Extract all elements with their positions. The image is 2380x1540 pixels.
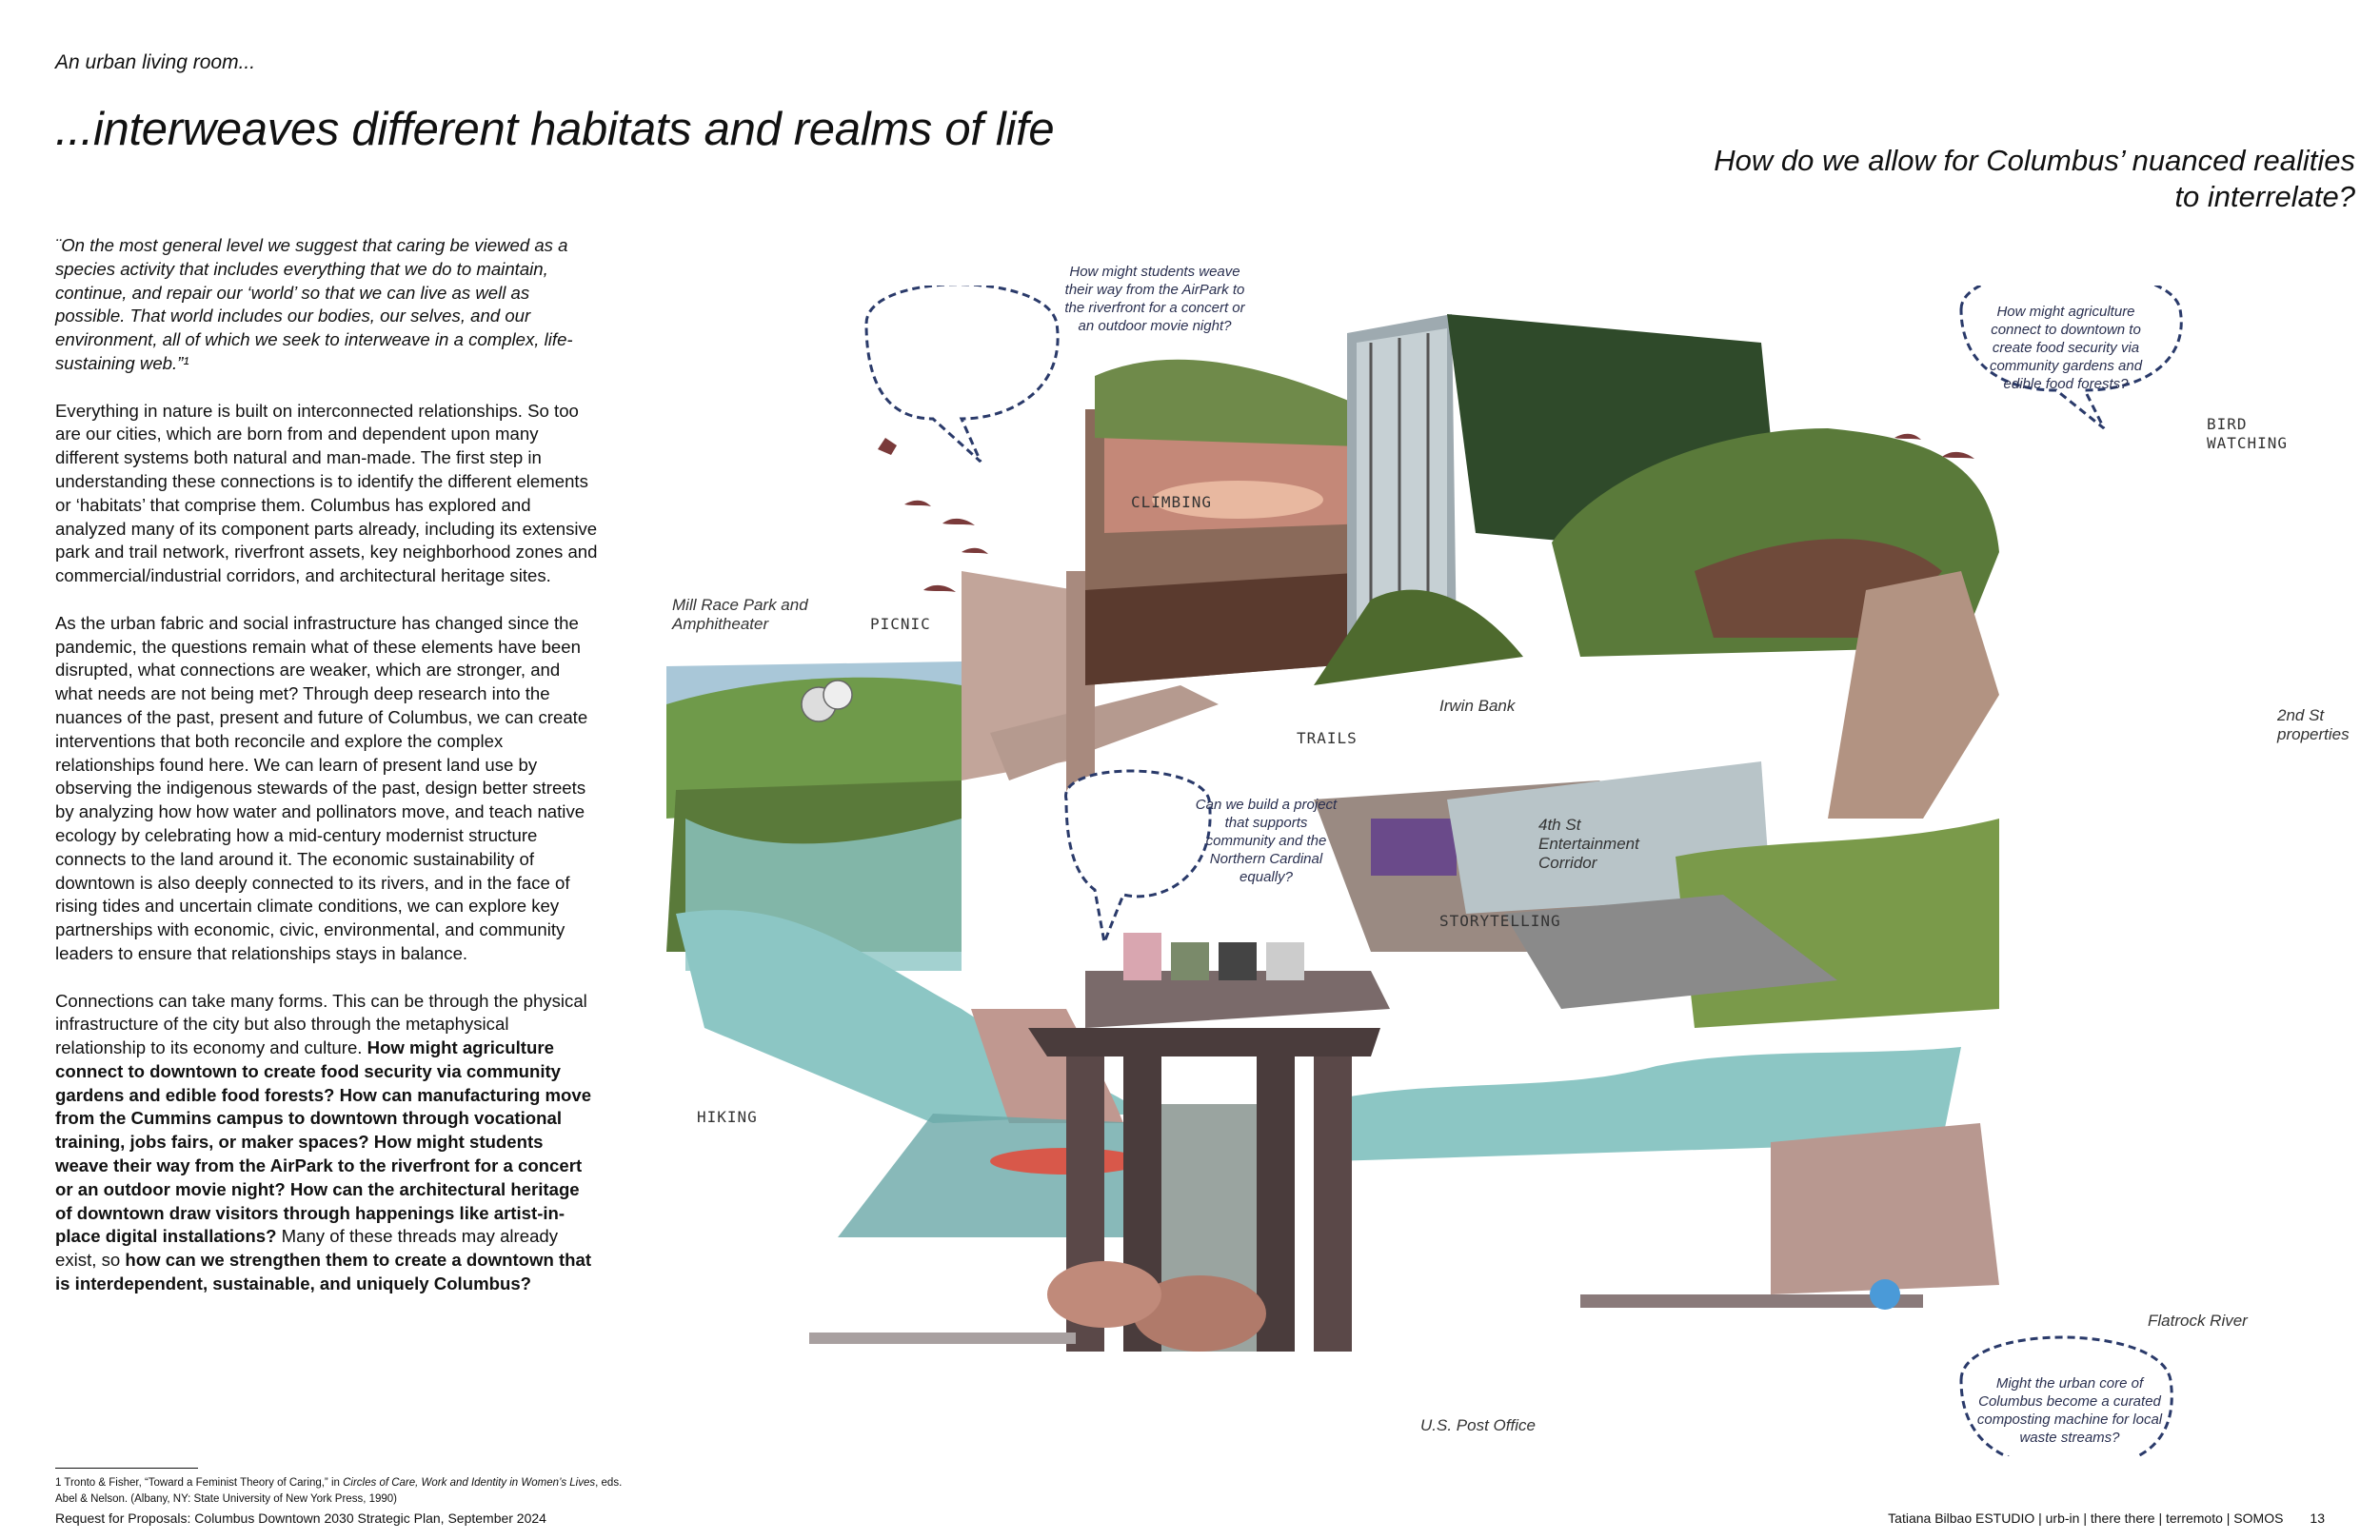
footnote bbox=[55, 1475, 626, 1508]
storytelling-platform bbox=[1085, 933, 1390, 1028]
paragraph-3-questions: How might agriculture connect to downtown to create food security via community gardens and edible food forests? How can manufacturing move from the Cummins campus to downtown through vocational training, jobs fairs, or maker spaces? How might students weave their way from the AirPark to the riverfront for a concert or an outdoor movie night? How can the architectural heritage of downtown draw visitors through happenings like artist-in-place digital installations? bbox=[55, 1037, 592, 1247]
paragraph-3-mid: Many of these threads may already exist, so bbox=[55, 1226, 559, 1271]
footnote-suffix: , eds. Abel & Nelson. (Albany, NY: State University of New York Press, 1990) bbox=[55, 1477, 623, 1505]
footer-left: Request for Proposals: Columbus Downtown 2030 Strategic Plan, September 2024 bbox=[55, 1510, 546, 1526]
body-text bbox=[55, 234, 598, 1320]
hand-label-bird: BIRD bbox=[2207, 415, 2248, 433]
paragraph-1: Everything in nature is built on interconnected relationships. So too are our cities, which are born from and dependent upon many different systems both natural and man-made. The first step in understanding these connections is to identify the different elements or ‘habitats’ that comprise them. Columbus has explored and analyzed many of its component parts already, including its extensive park and trail network, riverfront assets, key neighborhood zones and commercial/industrial corridors, and architectural heritage sites. bbox=[55, 400, 598, 586]
footnote-book-title: Circles of Care, Work and Identity in Women’s Lives bbox=[343, 1477, 596, 1489]
bubble-agriculture: How might agriculture connect to downtown to create food security via community gardens and edible food forests? bbox=[1989, 304, 2143, 392]
footnote-prefix: 1 Tronto & Fisher, “Toward a Feminist Theory of Caring,” in bbox=[55, 1477, 344, 1489]
footnote-rule bbox=[55, 1468, 198, 1469]
hand-label-climbing: CLIMBING bbox=[1131, 493, 1213, 511]
footer-partners: ESTUDIO | urb-in | there there | terremoto | SOMOS bbox=[1972, 1510, 2284, 1526]
label-flatrock-river: Flatrock River bbox=[2148, 1312, 2248, 1330]
interior-scene bbox=[1085, 360, 1390, 685]
label-mill-race-park: Mill Race Park and Amphitheater bbox=[672, 596, 808, 633]
bubble-composting: Might the urban core of Columbus become a curated composting machine for local waste streams? bbox=[1976, 1375, 2163, 1446]
paragraph-2: As the urban fabric and social infrastructure has changed since the pandemic, the questions remain what of these elements have been disrupted, what connections are weaker, which are stronger, and what needs are not being met? Through deep research into the nuances of the past, present and future of Columbus, we can create interventions that both reconcile and explore the complex relationships found here. We can learn of present land use by observing the indigenous stewards of the past, design better streets by analyzing how how water and pollinators move, and teach native ecology by celebrating how a mid-century modernist structure connects to the land around it. The economic sustainability of downtown is also deeply connected to its rivers, and in the face of rising tides and uncertain climate conditions, we can explore key partnerships with economic, civic, environmental, and community leaders to ensure that relationships stays in balance. bbox=[55, 612, 588, 963]
page-title: ...interweaves different habitats and realms of life bbox=[55, 104, 1055, 155]
hand-label-picnic: PICNIC bbox=[870, 615, 931, 633]
label-post-office: U.S. Post Office bbox=[1420, 1416, 1536, 1434]
page-kicker: An urban living room... bbox=[55, 51, 256, 73]
label-irwin-bank: Irwin Bank bbox=[1439, 697, 1516, 715]
bubble-students: How might students weave their way from the AirPark to the riverfront for a concert or an outdoor movie night? bbox=[1064, 264, 1245, 334]
label-2nd-st: 2nd St properties bbox=[2277, 706, 2350, 743]
footer-right bbox=[1888, 1510, 2325, 1526]
collage-illustration bbox=[647, 286, 2323, 1456]
opening-quote: ¨On the most general level we suggest that caring be viewed as a species activity that includes everything that we do to maintain, continue, and repair our ‘world’ so that we can live as well as possible. That world includes our bodies, our selves, and our environment, all of which we seek to interweave in a complex, life-sustaining web.”¹ bbox=[55, 235, 573, 373]
footer-author: Tatiana Bilbao bbox=[1888, 1510, 1973, 1526]
paragraph-3-intro: Connections can take many forms. This can be through the physical infrastructure of the city but also through the metaphysical relationship to its economy and culture. bbox=[55, 990, 587, 1058]
page-question: How do we allow for Columbus’ nuanced realities to interrelate? bbox=[1714, 144, 2355, 213]
paragraph-3-closing-question: how can we strengthen them to create a downtown that is interdependent, sustainable, and uniquely Columbus? bbox=[55, 1250, 592, 1294]
hand-label-storytelling: STORYTELLING bbox=[1439, 912, 1561, 930]
label-4th-st: 4th St Entertainment Corridor bbox=[1538, 816, 1639, 872]
garden-scene bbox=[1447, 314, 1999, 819]
page-number: 13 bbox=[2310, 1510, 2325, 1526]
bubble-cardinal: Can we build a project that supports community and the Northern Cardinal equally? bbox=[1195, 797, 1338, 885]
hand-label-watching: WATCHING bbox=[2207, 434, 2289, 452]
hand-label-trails: TRAILS bbox=[1297, 729, 1358, 747]
paragraph-3 bbox=[55, 990, 598, 1296]
hand-label-hiking: HIKING bbox=[697, 1108, 758, 1126]
